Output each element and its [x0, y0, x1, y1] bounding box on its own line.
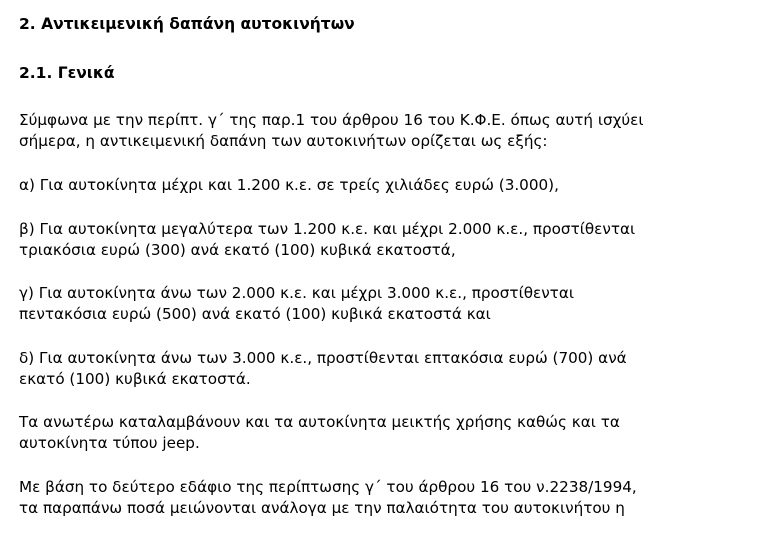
paragraph-item-d [19, 348, 627, 390]
paragraph-line: σήμερα, η αντικειμενική δαπάνη των αυτοκινήτων ορίζεται ως εξής: [19, 132, 548, 150]
subsection-heading: 2.1. Γενικά [19, 64, 115, 82]
paragraph-line: α) Για αυτοκίνητα μέχρι και 1.200 κ.ε. σε τρείς χιλιάδες ευρώ (3.000), [19, 176, 559, 194]
paragraph-line: τα παραπάνω ποσά μειώνονται ανάλογα με την παλαιότητα του αυτοκινήτου η [19, 499, 625, 517]
paragraph-line: πεντακόσια ευρώ (500) ανά εκατό (100) κυβικά εκατοστά και [19, 305, 491, 323]
paragraph-line: Σύμφωνα με την περίπτ. γ΄ της παρ.1 του άρθρου 16 του Κ.Φ.Ε. όπως αυτή ισχύει [19, 111, 644, 129]
paragraph-line: αυτοκίνητα τύπου jeep. [19, 434, 200, 452]
paragraph-item-a [19, 175, 559, 196]
paragraph-intro [19, 110, 644, 152]
paragraph-reduction [19, 477, 637, 519]
paragraph-line: β) Για αυτοκίνητα μεγαλύτερα των 1.200 κ.ε. και μέχρι 2.000 κ.ε., προστίθενται [19, 220, 636, 238]
paragraph-line: τριακόσια ευρώ (300) ανά εκατό (100) κυβικά εκατοστά, [19, 241, 456, 259]
paragraph-line: δ) Για αυτοκίνητα άνω των 3.000 κ.ε., προστίθενται επτακόσια ευρώ (700) ανά [19, 349, 627, 367]
paragraph-line: Τα ανωτέρω καταλαμβάνουν και τα αυτοκίνητα μεικτής χρήσης καθώς και τα [19, 413, 620, 431]
paragraph-line: εκατό (100) κυβικά εκατοστά. [19, 370, 251, 388]
section-heading: 2. Αντικειμενική δαπάνη αυτοκινήτων [19, 15, 355, 33]
paragraph-item-b [19, 219, 635, 261]
paragraph-item-c [19, 283, 574, 325]
paragraph-scope [19, 412, 620, 454]
paragraph-line: γ) Για αυτοκίνητα άνω των 2.000 κ.ε. και μέχρι 3.000 κ.ε., προστίθενται [19, 284, 574, 302]
paragraph-line: Με βάση το δεύτερο εδάφιο της περίπτωσης γ΄ του άρθρου 16 του ν.2238/1994, [19, 478, 637, 496]
